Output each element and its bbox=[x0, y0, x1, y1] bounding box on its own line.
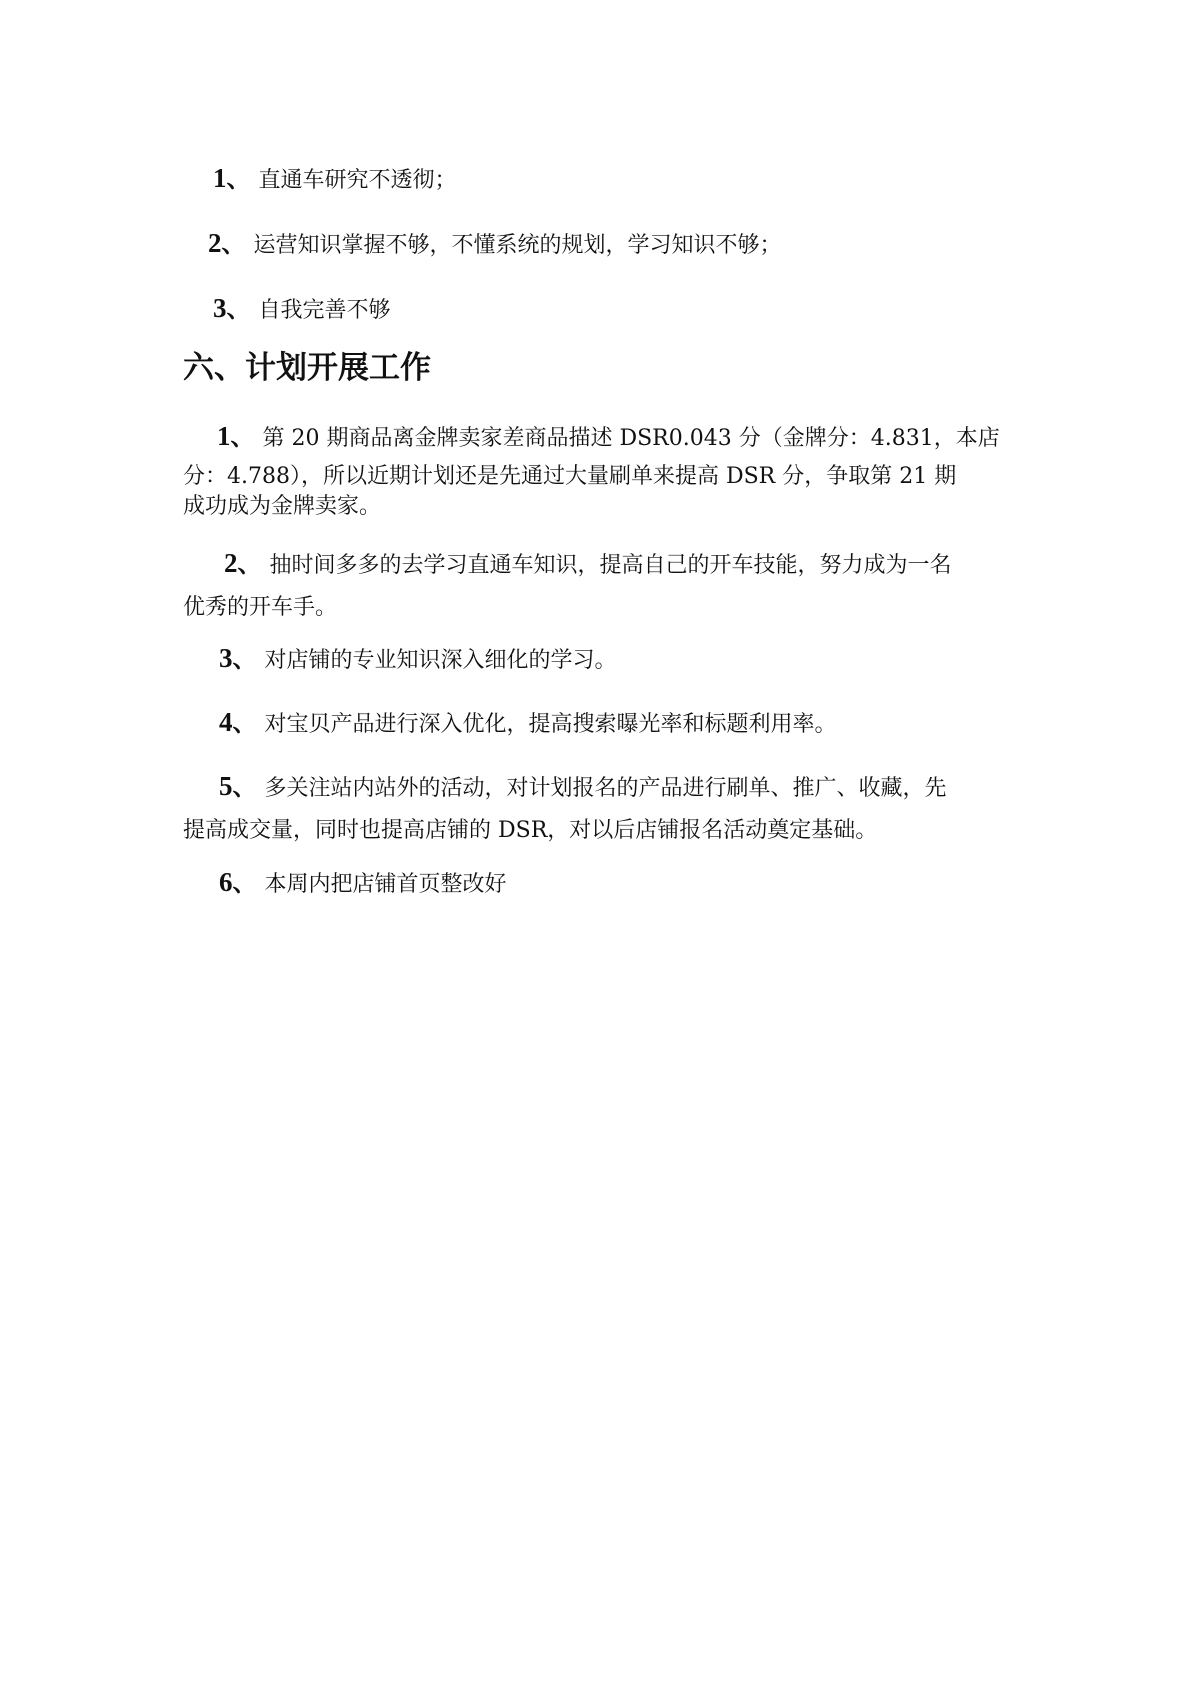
item-separator: 、 bbox=[232, 708, 257, 737]
item-number: 3 bbox=[213, 293, 227, 323]
problem-item-1 bbox=[213, 163, 1053, 196]
item-line: 本周内把店铺首页整改好 bbox=[264, 872, 507, 897]
item-text: 自我完善不够 bbox=[258, 298, 391, 323]
item-separator: 、 bbox=[232, 644, 257, 673]
item-separator: 、 bbox=[237, 549, 262, 578]
plan-item-5 bbox=[183, 765, 1025, 852]
problem-item-2 bbox=[208, 228, 1048, 261]
item-number: 2 bbox=[208, 228, 222, 258]
item-separator: 、 bbox=[221, 229, 246, 258]
item-line: 分：4.788），所以近期计划还是先通过大量刷单来提高 DSR 分，争取第 21 期 bbox=[183, 464, 957, 489]
item-line: 抽时间多多的去学习直通车知识，提高自己的开车技能，努力成为一名 bbox=[269, 553, 952, 578]
plan-item-4 bbox=[183, 701, 1025, 746]
item-line: 第 20 期商品离金牌卖家差商品描述 DSR0.043 分（金牌分：4.831，本店 bbox=[262, 426, 1000, 451]
item-number: 5 bbox=[219, 771, 233, 801]
item-number: 6 bbox=[219, 867, 233, 897]
item-line: 对宝贝产品进行深入优化，提高搜索曝光率和标题利用率。 bbox=[264, 712, 837, 737]
item-separator: 、 bbox=[226, 164, 251, 193]
plan-item-6 bbox=[183, 861, 1025, 906]
plan-item-2 bbox=[183, 542, 1025, 629]
plan-item-1 bbox=[183, 415, 1025, 528]
item-text: 运营知识掌握不够，不懂系统的规划，学习知识不够； bbox=[253, 233, 782, 258]
section-heading: 六、计划开展工作 bbox=[183, 350, 431, 386]
item-separator: 、 bbox=[226, 294, 251, 323]
problem-item-3 bbox=[213, 293, 1053, 326]
item-separator: 、 bbox=[232, 868, 257, 897]
item-text: 直通车研究不透彻； bbox=[258, 168, 457, 193]
item-line: 提高成交量，同时也提高店铺的 DSR，对以后店铺报名活动奠定基础。 bbox=[183, 818, 878, 843]
item-number: 2 bbox=[224, 548, 238, 578]
item-line: 对店铺的专业知识深入细化的学习。 bbox=[264, 648, 617, 673]
item-line: 优秀的开车手。 bbox=[183, 595, 338, 620]
plan-item-3 bbox=[183, 637, 1025, 682]
item-separator: 、 bbox=[230, 422, 255, 451]
item-number: 1 bbox=[217, 421, 231, 451]
item-number: 3 bbox=[219, 643, 233, 673]
item-separator: 、 bbox=[232, 772, 257, 801]
item-number: 4 bbox=[219, 707, 233, 737]
item-line: 成功成为金牌卖家。 bbox=[183, 494, 382, 519]
item-number: 1 bbox=[213, 163, 227, 193]
item-line: 多关注站内站外的活动，对计划报名的产品进行刷单、推广、收藏，先 bbox=[264, 776, 947, 801]
